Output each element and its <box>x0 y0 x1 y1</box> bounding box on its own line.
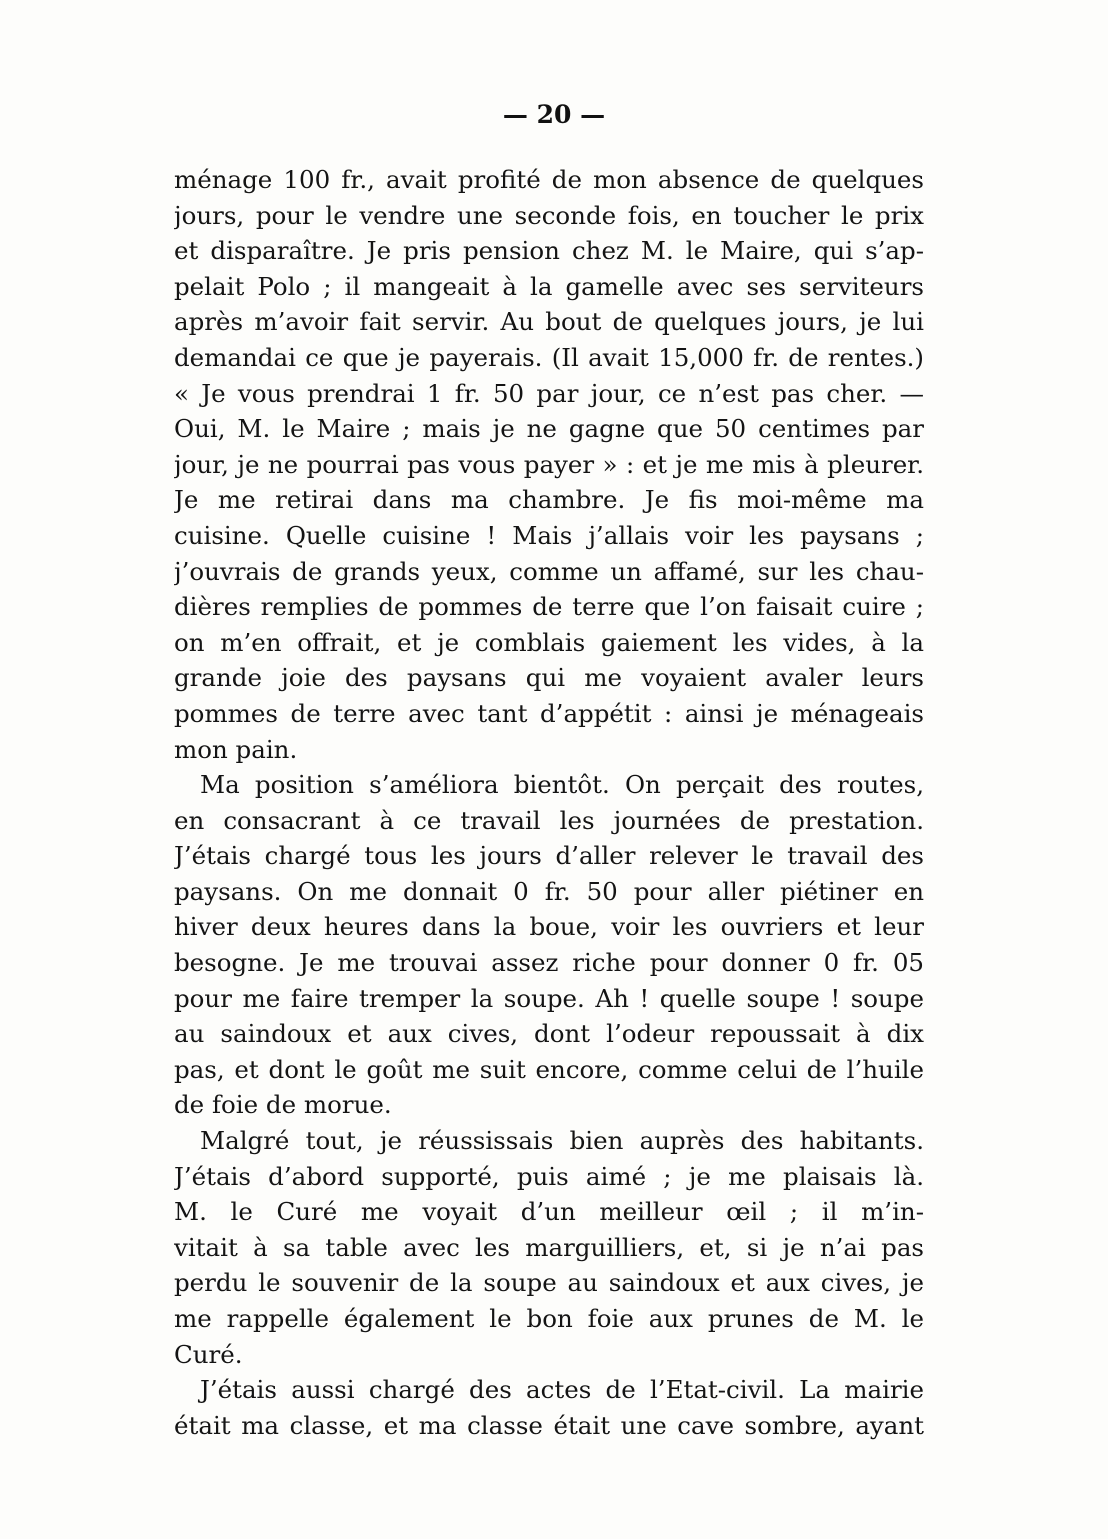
text-line: après m’avoir fait servir. Au bout de quelques jours, je lui <box>174 307 924 337</box>
text-line: Ma position s’améliora bientôt. On perçait des routes, <box>200 770 924 800</box>
text-line: était ma classe, et ma classe était une cave sombre, ayant <box>174 1410 924 1440</box>
text-line: Je me retirai dans ma chambre. Je fis moi-même ma <box>174 485 924 515</box>
text-line: jours, pour le vendre une seconde fois, en toucher le prix <box>174 200 924 230</box>
text-line: Oui, M. le Maire ; mais je ne gagne que 50 centimes par <box>174 414 924 444</box>
text-line: J’étais chargé tous les jours d’aller relever le travail des <box>174 841 924 871</box>
text-line: paysans. On me donnait 0 fr. 50 pour aller piétiner en <box>174 876 924 906</box>
text-line: vitait à sa table avec les marguilliers, et, si je n’ai pas <box>174 1232 924 1262</box>
text-line: hiver deux heures dans la boue, voir les ouvriers et leur <box>174 912 924 942</box>
body-text <box>174 162 924 1443</box>
text-line: grande joie des paysans qui me voyaient avaler leurs <box>174 663 924 693</box>
text-line: J’étais d’abord supporté, puis aimé ; je me plaisais là. <box>174 1161 924 1191</box>
text-line: mon pain. <box>174 734 298 764</box>
text-line: cuisine. Quelle cuisine ! Mais j’allais voir les paysans ; <box>174 520 924 550</box>
text-line: pour me faire tremper la soupe. Ah ! quelle soupe ! soupe <box>174 983 924 1013</box>
text-line: besogne. Je me trouvai assez riche pour donner 0 fr. 05 <box>174 948 924 978</box>
page-number: — 20 — <box>502 100 606 129</box>
text-line: me rappelle également le bon foie aux prunes de M. le <box>174 1304 924 1333</box>
text-line: j’ouvrais de grands yeux, comme un affamé, sur les chau- <box>174 556 924 586</box>
text-line: jour, je ne pourrai pas vous payer » : et je me mis à pleurer. <box>174 449 924 479</box>
text-line: au saindoux et aux cives, dont l’odeur repoussait à dix <box>174 1019 924 1049</box>
text-line: pelait Polo ; il mangeait à la gamelle avec ses serviteurs <box>174 271 924 301</box>
text-line: de foie de morue. <box>174 1090 392 1120</box>
text-line: pommes de terre avec tant d’appétit : ainsi je ménageais <box>174 698 924 728</box>
text-line: en consacrant à ce travail les journées de prestation. <box>174 805 924 835</box>
text-line: Curé. <box>174 1339 243 1369</box>
text-line: demandai ce que je payerais. (Il avait 15,000 fr. de rentes.) <box>174 342 924 372</box>
text-line: et disparaître. Je pris pension chez M. le Maire, qui s’ap- <box>174 236 924 266</box>
text-line: pas, et dont le goût me suit encore, comme celui de l’huile <box>174 1054 924 1084</box>
text-line: M. le Curé me voyait d’un meilleur œil ; il m’in- <box>174 1197 924 1227</box>
text-line: Malgré tout, je réussissais bien auprès des habitants. <box>200 1126 924 1156</box>
text-line: ménage 100 fr., avait profité de mon absence de quelques <box>174 165 924 194</box>
text-line: J’étais aussi chargé des actes de l’Etat-civil. La mairie <box>200 1375 924 1405</box>
text-line: perdu le souvenir de la soupe au saindoux et aux cives, je <box>174 1268 924 1298</box>
text-line: dières remplies de pommes de terre que l’on faisait cuire ; <box>174 592 924 622</box>
text-line: on m’en offrait, et je comblais gaiement les vides, à la <box>174 627 924 657</box>
text-line: « Je vous prendrai 1 fr. 50 par jour, ce n’est pas cher. — <box>174 378 924 408</box>
